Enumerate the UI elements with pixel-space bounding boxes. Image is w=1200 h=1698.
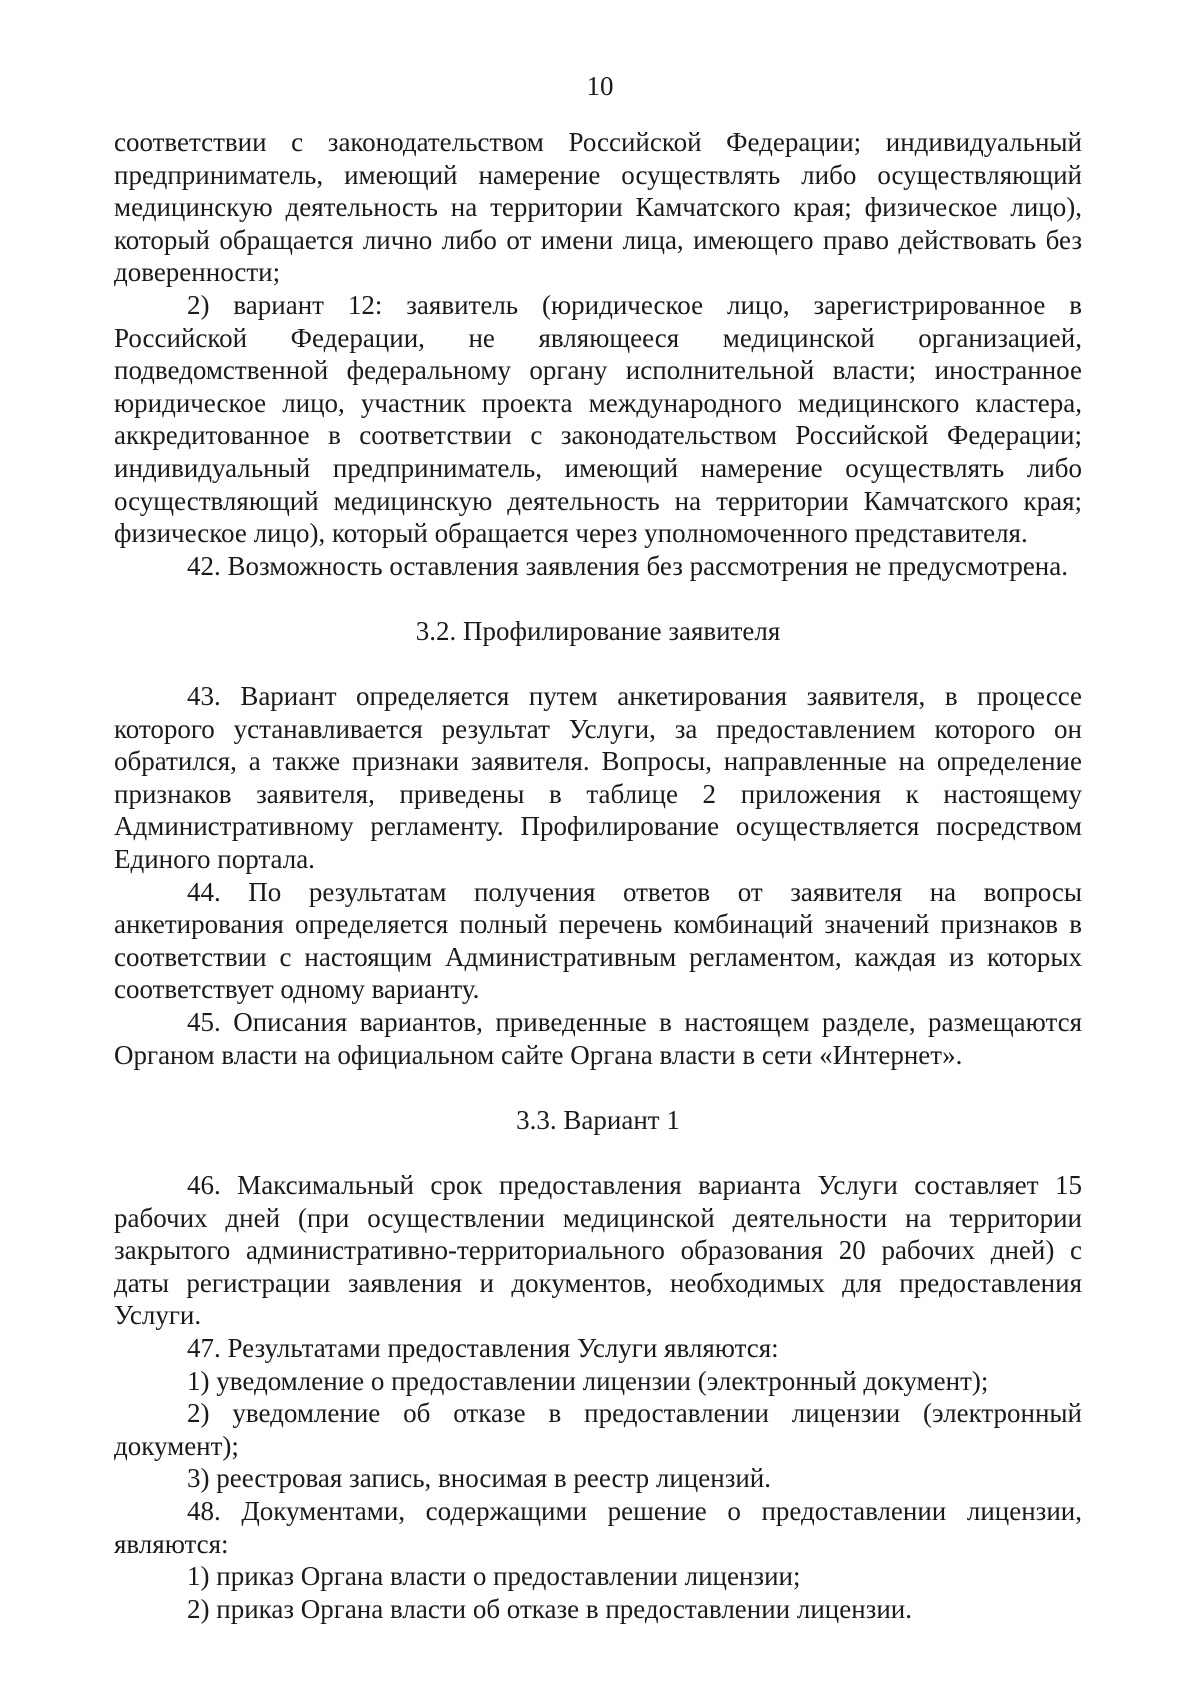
section-heading: 3.3. Вариант 1	[516, 1104, 680, 1135]
paragraph: 42. Возможность оставления заявления без рассмотрения не предусмотрена.	[187, 550, 1068, 581]
paragraph: 3) реестровая запись, вносимая в реестр лицензий.	[187, 1463, 772, 1494]
paragraph-spacer	[114, 648, 1082, 681]
page-number: 10	[586, 71, 614, 101]
paragraph: 44. По результатам получения ответов от заявителя на вопросы анкетирования определяется полный перечень комбинаций значений признаков в соответствии с настоящим Административным регламентом, каждая из которых соответствует одному варианту.	[114, 876, 1082, 1005]
paragraph: 2) вариант 12: заявитель (юридическое лицо, зарегистрированное в Российской Федерации, не являющееся медицинской организацией, подведомственной федеральному органу исполнительной власти; иностранное юридическое лицо, участник проекта международного медицинского кластера, аккредитованное в соответствии с законодательством Российской Федерации; индивидуальный предприниматель, имеющий намерение осуществлять либо осуществляющий медицинскую деятельность на территории Камчатского края; физическое лицо), который обращается через уполномоченного представителя.	[114, 289, 1082, 549]
paragraph-spacer	[114, 582, 1082, 615]
paragraph: соответствии с законодательством Российской Федерации; индивидуальный предприниматель, имеющий намерение осуществлять либо осуществляющий медицинскую деятельность на территории Камчатского края; физическое лицо), который обращается лично либо от имени лица, имеющего право действовать без доверенности;	[114, 127, 1082, 288]
paragraph: 48. Документами, содержащими решение о предоставлении лицензии, являются:	[114, 1495, 1082, 1559]
paragraph-spacer	[114, 1071, 1082, 1104]
section-heading: 3.2. Профилирование заявителя	[415, 615, 781, 646]
paragraph-spacer	[114, 1136, 1082, 1169]
paragraph: 43. Вариант определяется путем анкетирования заявителя, в процессе которого устанавливается результат Услуги, за предоставлением которого он обратился, а также признаки заявителя. Вопросы, направленные на определение признаков заявителя, приведены в таблице 2 приложения к настоящему Административному регламенту. Профилирование осуществляется посредством Единого портала.	[114, 681, 1082, 875]
paragraph: 2) уведомление об отказе в предоставлении лицензии (электронный документ);	[114, 1398, 1082, 1461]
document-body	[114, 126, 1082, 1625]
paragraph: 1) приказ Органа власти о предоставлении лицензии;	[187, 1561, 801, 1592]
paragraph: 1) уведомление о предоставлении лицензии (электронный документ);	[187, 1365, 989, 1396]
paragraph: 46. Максимальный срок предоставления варианта Услуги составляет 15 рабочих дней (при осуществлении медицинской деятельности на территории закрытого административно-территориального образования 20 рабочих дней) с даты регистрации заявления и документов, необходимых для предоставления Услуги.	[114, 1170, 1082, 1331]
paragraph: 45. Описания вариантов, приведенные в настоящем разделе, размещаются Органом власти на официальном сайте Органа власти в сети «Интернет».	[114, 1007, 1082, 1070]
paragraph: 47. Результатами предоставления Услуги являются:	[187, 1332, 779, 1363]
paragraph: 2) приказ Органа власти об отказе в предоставлении лицензии.	[187, 1593, 912, 1624]
